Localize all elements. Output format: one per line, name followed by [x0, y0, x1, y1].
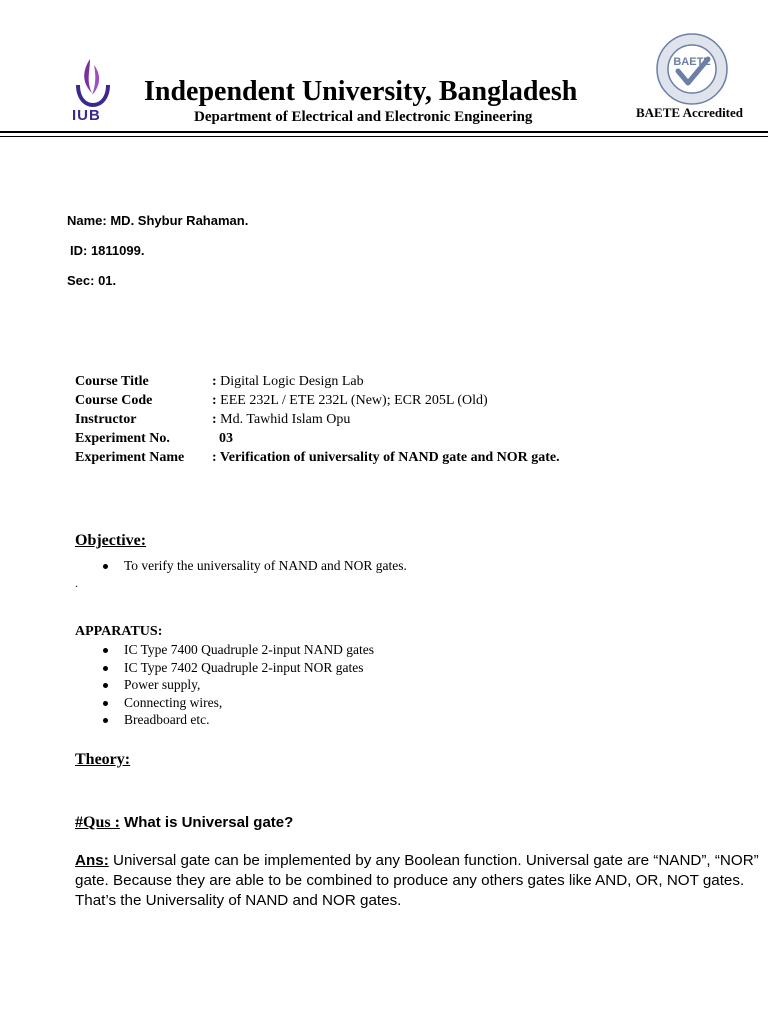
- experiment-name-label: Experiment Name: [75, 449, 185, 465]
- course-row-title: [75, 372, 560, 391]
- course-row-instructor: [75, 410, 560, 429]
- apparatus-list: [102, 641, 374, 729]
- answer-text: Universal gate can be implemented by any Boolean function. Universal gate are “NAND”, “NOR” gate. Because they are able to be combined to produce any others gates like AND, OR, NOT gates. That’s the Universality of NAND and NOR gates.: [75, 852, 759, 909]
- svg-text:BAETE: BAETE: [673, 56, 711, 68]
- stray-mark: .: [75, 576, 78, 590]
- colon: :: [212, 392, 221, 408]
- university-name: Independent University, Bangladesh: [144, 76, 578, 107]
- course-row-code: [75, 391, 560, 410]
- student-name: Name: MD. Shybur Rahaman.: [67, 213, 249, 228]
- answer-label: Ans:: [75, 852, 109, 869]
- objective-list: [102, 557, 407, 575]
- course-code-value: [212, 391, 560, 410]
- apparatus-heading: APPARATUS:: [75, 624, 163, 639]
- experiment-no-text: 03: [219, 430, 233, 446]
- answer: [75, 851, 765, 911]
- student-section: Sec: 01.: [67, 273, 117, 288]
- theory-heading: Theory:: [75, 751, 131, 768]
- question-text: What is Universal gate?: [119, 814, 294, 831]
- course-title-label: Course Title: [75, 373, 149, 389]
- colon: :: [212, 373, 221, 389]
- course-info-table: [75, 372, 560, 467]
- experiment-no-label: Experiment No.: [75, 430, 170, 446]
- header-divider: [0, 131, 768, 133]
- instructor-text: Md. Tawhid Islam Opu: [220, 411, 351, 427]
- student-id: ID: 1811099.: [70, 243, 145, 258]
- course-title-text: Digital Logic Design Lab: [220, 373, 364, 389]
- list-item: To verify the universality of NAND and NOR gates.: [102, 557, 407, 575]
- accreditation-label: BAETE Accredited: [636, 105, 744, 120]
- header-divider-thin: [0, 136, 768, 137]
- department-name: Department of Electrical and Electronic Engineering: [194, 109, 533, 125]
- instructor-label: Instructor: [75, 411, 137, 427]
- colon: :: [212, 449, 220, 465]
- question: [75, 814, 293, 832]
- course-title-value: [212, 372, 560, 391]
- colon: [212, 431, 219, 446]
- course-code-text: EEE 232L / ETE 232L (New); ECR 205L (Old): [220, 392, 488, 408]
- objective-heading: Objective:: [75, 532, 147, 549]
- list-item: Power supply,: [102, 676, 374, 694]
- experiment-no-value: [212, 429, 560, 448]
- course-code-label: Course Code: [75, 392, 153, 408]
- list-item: IC Type 7400 Quadruple 2-input NAND gates: [102, 641, 374, 659]
- course-row-experiment-no: [75, 429, 560, 448]
- experiment-name-value: [212, 448, 560, 467]
- baete-seal-icon: [656, 33, 728, 105]
- instructor-value: [212, 410, 560, 429]
- list-item: Connecting wires,: [102, 694, 374, 712]
- logo-text: IUB: [72, 107, 101, 124]
- question-label: #Qus :: [75, 814, 120, 831]
- colon: :: [212, 411, 221, 427]
- list-item: Breadboard etc.: [102, 711, 374, 729]
- list-item: IC Type 7402 Quadruple 2-input NOR gates: [102, 659, 374, 677]
- course-row-experiment-name: [75, 448, 560, 467]
- experiment-name-text: Verification of universality of NAND gate and NOR gate.: [219, 449, 560, 465]
